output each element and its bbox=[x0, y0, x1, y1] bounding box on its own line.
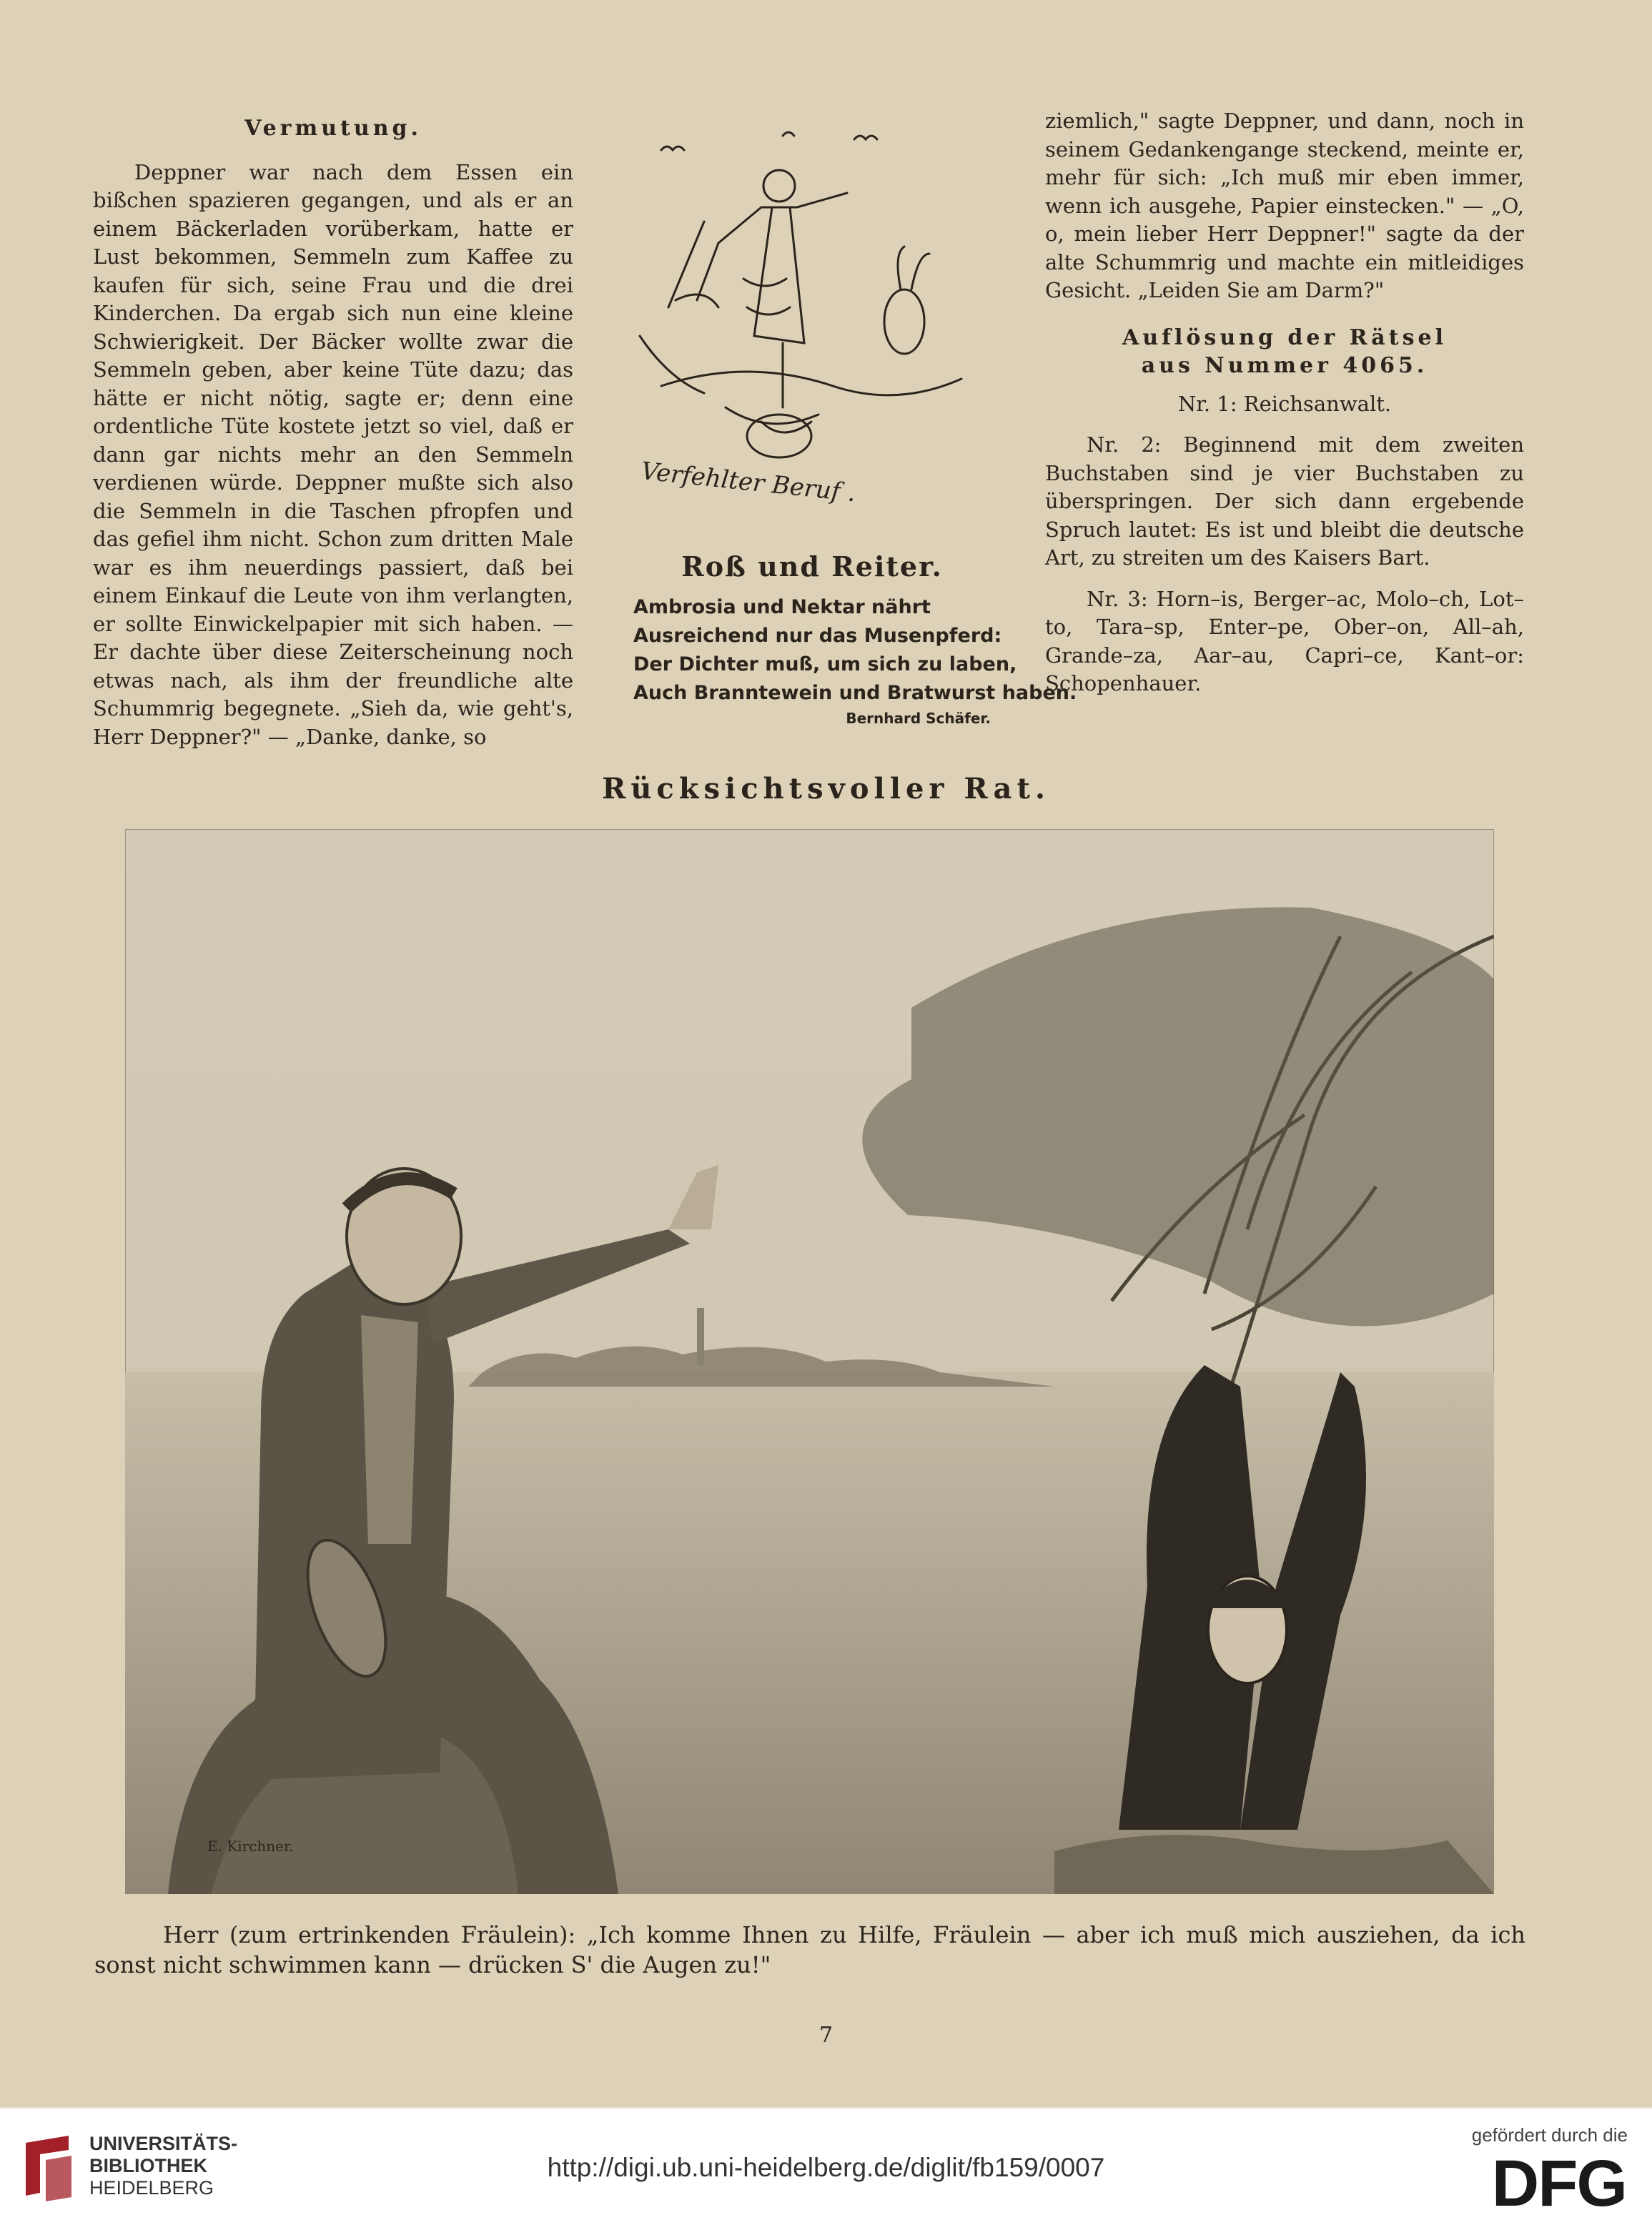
riddle-answer-1: Nr. 1: Reichsanwalt. bbox=[1177, 391, 1392, 416]
right-column bbox=[1045, 107, 1524, 698]
library-line3: HEIDELBERG bbox=[89, 2177, 214, 2199]
scarecrow-sketch bbox=[618, 107, 1004, 515]
riddle-answer-2: Nr. 2: Beginnend mit dem zweiten Buchstaben sind je vier Buchstaben zu überspringen. Der sich dann ergebende Spruch lautet: Es ist und bleibt die deutsche Art, zu streiten um des Kaisers Bart. bbox=[1045, 432, 1524, 570]
poem-author: Bernhard Schäfer. bbox=[846, 710, 991, 727]
poem-line: Ambrosia und Nektar nährt bbox=[633, 596, 931, 618]
poem-line: Ausreichend nur das Musenpferd: bbox=[633, 625, 1002, 647]
poem bbox=[633, 593, 1077, 729]
poem-line: Der Dichter muß, um sich zu laben, bbox=[633, 653, 1017, 675]
story-continuation: ziemlich," sagte Deppner, und dann, noch in seinem Gedankengange steckend, meinte er, mehr für sich: „Ich muß mir eben immer, wenn ich ausgehe, Papier einstecken." — „O, o, mein lieber Herr Deppner!" sagte da der alte Schummrig und machte ein mitleidiges Gesicht. „Leiden Sie am Darm?" bbox=[1045, 109, 1524, 302]
page-number: 7 bbox=[818, 2023, 834, 2048]
artist-signature: E. Kirchner. bbox=[207, 1838, 294, 1855]
dfg-logo: DFG bbox=[1491, 2147, 1626, 2220]
illustration-title: Rücksichtsvoller Rat. bbox=[602, 772, 1050, 806]
left-column bbox=[93, 114, 573, 751]
riddle-answer-3: Nr. 3: Horn–is, Berger–ac, Molo–ch, Lot–to, Tara–sp, Enter–pe, Ober–on, All–ah, Grande–za, Aar–au, Capri–ce, Kant–or: Schopenhauer. bbox=[1045, 586, 1524, 695]
library-line2: BIBLIOTHEK bbox=[89, 2155, 207, 2176]
source-url-link[interactable]: http://digi.ub.uni-heidelberg.de/diglit/fb159/0007 bbox=[547, 2153, 1105, 2182]
illustration bbox=[125, 829, 1494, 1894]
funding-note: gefördert durch die bbox=[1471, 2124, 1628, 2146]
footer-bar bbox=[0, 2107, 1652, 2225]
poem-line: Auch Branntewein und Bratwurst haben. bbox=[633, 682, 1077, 704]
story-text: Deppner war nach dem Essen ein bißchen spazieren gegangen, und als er an einem Bäckerladen vorüberkam, hatte er Lust bekommen, Semmeln zum Kaffee zu kaufen für sich, seine Frau und die drei Kinderchen. Da ergab sich nun eine kleine Schwierigkeit. Der Bäcker wollte zwar die Semmeln geben, aber keine Tüte dazu; das hätte er nicht nötig, sagte er; denn eine ordentliche Tüte kostete jetzt so viel, daß er dann gar nichts mehr an den Semmeln verdienen würde. Deppner mußte sich also die Semmeln in die Taschen pfropfen und das gefiel ihm nicht. Schon zum dritten Male war es ihm neuerdings passiert, daß bei einem Einkauf die Leute von ihm verlangten, er sollte Einwickelpapier mit sich haben. — Er dachte über diese Zeiterscheinung noch etwas nach, als ihm der freundliche alte Schummrig begegnete. „Sieh da, wie geht's, Herr Deppner?" — „Danke, danke, so bbox=[93, 159, 573, 749]
illustration-caption: Herr (zum ertrinkenden Fräulein): „Ich komme Ihnen zu Hilfe, Fräulein — aber ich muß mich ausziehen, da ich sonst nicht schwimmen kann — drücken S' die Augen zu!" bbox=[94, 1921, 1525, 1978]
sketch-caption: Verfehlter Beruf . bbox=[639, 457, 857, 508]
riddle-heading-line1: Auflösung der Rätsel bbox=[1122, 324, 1447, 350]
library-line1: UNIVERSITÄTS- bbox=[89, 2133, 238, 2154]
poem-title: Roß und Reiter. bbox=[681, 550, 943, 583]
story-heading: Vermutung. bbox=[244, 116, 422, 141]
riddle-heading-line2: aus Nummer 4065. bbox=[1141, 353, 1428, 378]
